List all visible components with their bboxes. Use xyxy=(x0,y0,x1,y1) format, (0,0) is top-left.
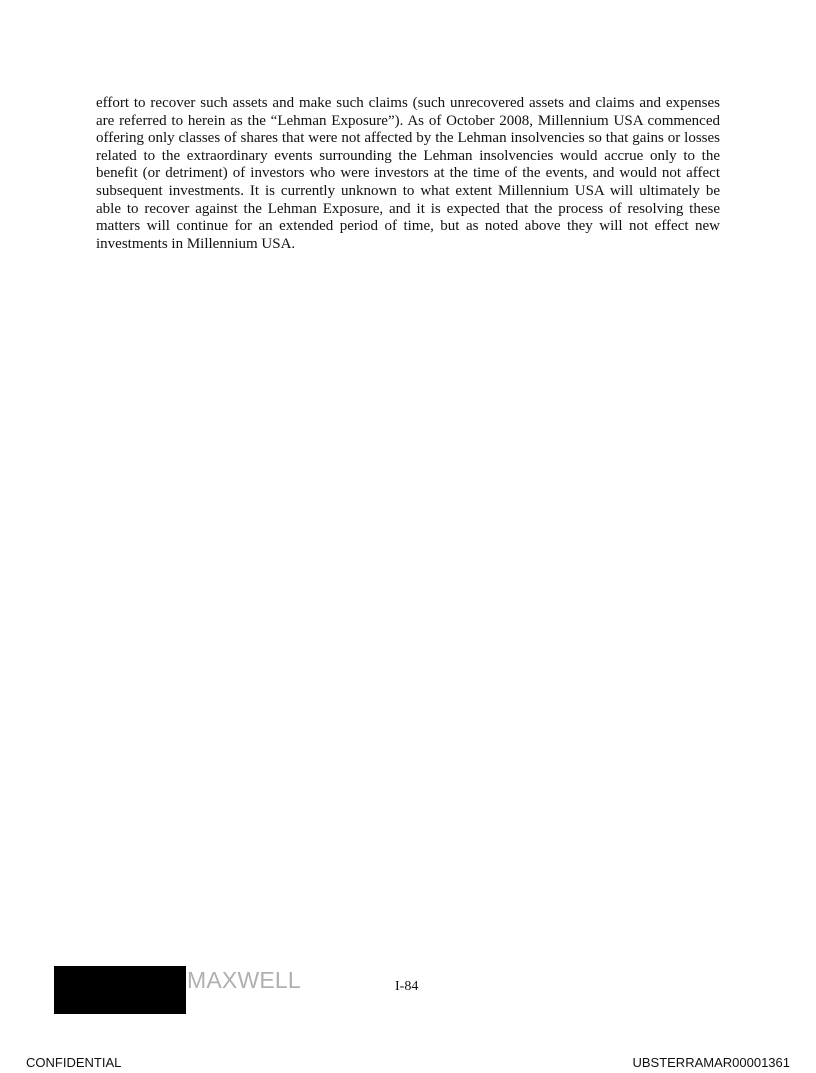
confidential-label: CONFIDENTIAL xyxy=(26,1055,122,1070)
page-number: I-84 xyxy=(395,979,419,994)
body-paragraph: effort to recover such assets and make such claims (such unrecovered assets and claims and expenses are referred to herein as the “Lehman Exposure”). As of October 2008, Millennium USA commenced offering only classes of shares that were not affected by the Lehman insolvencies so that gains or losses related to the extraordinary events surrounding the Lehman insolvencies would accrue only to the benefit (or detriment) of investors who were investors at the time of the events, and would not affect subsequent investments. It is currently unknown to what extent Millennium USA will ultimately be able to recover against the Lehman Exposure, and it is expected that the process of resolving these matters will continue for an extended period of time, but as noted above they will not effect new investments in Millennium USA. xyxy=(96,95,720,252)
redaction-box xyxy=(54,966,186,1014)
bates-number: UBSTERRAMAR00001361 xyxy=(632,1055,790,1070)
watermark-name: MAXWELL xyxy=(187,967,301,993)
